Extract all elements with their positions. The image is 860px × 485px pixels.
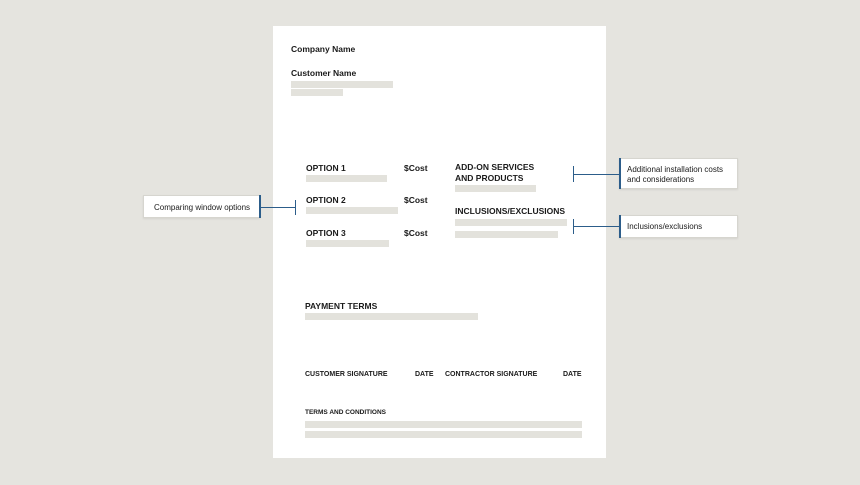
- terms-and-conditions-title: TERMS AND CONDITIONS: [305, 409, 387, 416]
- terms-bar-1: [305, 421, 582, 428]
- callout-inclusions-exclusions-text: Inclusions/exclusions: [627, 222, 703, 231]
- option-1-bar: [306, 175, 387, 182]
- option-3-label: OPTION 3: [306, 228, 346, 238]
- date-label-2: DATE: [563, 371, 582, 378]
- callout-right-top-connector: [573, 174, 619, 175]
- inclusions-bar-2: [455, 231, 558, 238]
- terms-bar-2: [305, 431, 582, 438]
- option-2-bar: [306, 207, 398, 214]
- customer-line-1: [291, 81, 393, 88]
- inclusions-title: INCLUSIONS/EXCLUSIONS: [455, 206, 566, 216]
- callout-installation-costs: [619, 158, 738, 189]
- option-2-cost: $Cost: [404, 195, 428, 205]
- callout-left-connector: [260, 207, 295, 208]
- contractor-signature-label: CONTRACTOR SIGNATURE: [445, 371, 538, 378]
- addon-bar: [455, 185, 536, 192]
- addon-title-line-1: ADD-ON SERVICES: [455, 162, 535, 172]
- option-1-cost: $Cost: [404, 163, 428, 173]
- customer-signature-label: CUSTOMER SIGNATURE: [305, 371, 388, 378]
- inclusions-bar-1: [455, 219, 567, 226]
- callout-left-bracket: [295, 200, 296, 215]
- callout-inclusions-exclusions: [619, 215, 738, 238]
- callout-right-bottom-connector: [573, 226, 619, 227]
- callout-right-bottom-accent: [619, 215, 621, 238]
- document-page: [273, 26, 606, 458]
- payment-terms-bar: [305, 313, 478, 320]
- payment-terms-title: PAYMENT TERMS: [305, 301, 378, 311]
- company-name: Company Name: [291, 44, 356, 54]
- addon-title-line-2: AND PRODUCTS: [455, 173, 524, 183]
- date-label-1: DATE: [415, 371, 434, 378]
- option-3-cost: $Cost: [404, 228, 428, 238]
- option-2-label: OPTION 2: [306, 195, 346, 205]
- option-1-label: OPTION 1: [306, 163, 346, 173]
- customer-line-2: [291, 89, 343, 96]
- option-3-bar: [306, 240, 389, 247]
- callout-comparing-window-options-text: Comparing window options: [154, 203, 251, 212]
- addon-title: [455, 162, 534, 184]
- customer-name: Customer Name: [291, 68, 357, 78]
- callout-right-top-accent: [619, 158, 621, 189]
- callout-installation-costs-line-1: Additional installation costs: [627, 165, 724, 174]
- callout-installation-costs-line-2: and considerations: [627, 175, 695, 184]
- callout-right-bottom-bracket: [573, 219, 574, 234]
- callout-comparing-window-options: [143, 195, 260, 218]
- callout-right-top-bracket: [573, 166, 574, 182]
